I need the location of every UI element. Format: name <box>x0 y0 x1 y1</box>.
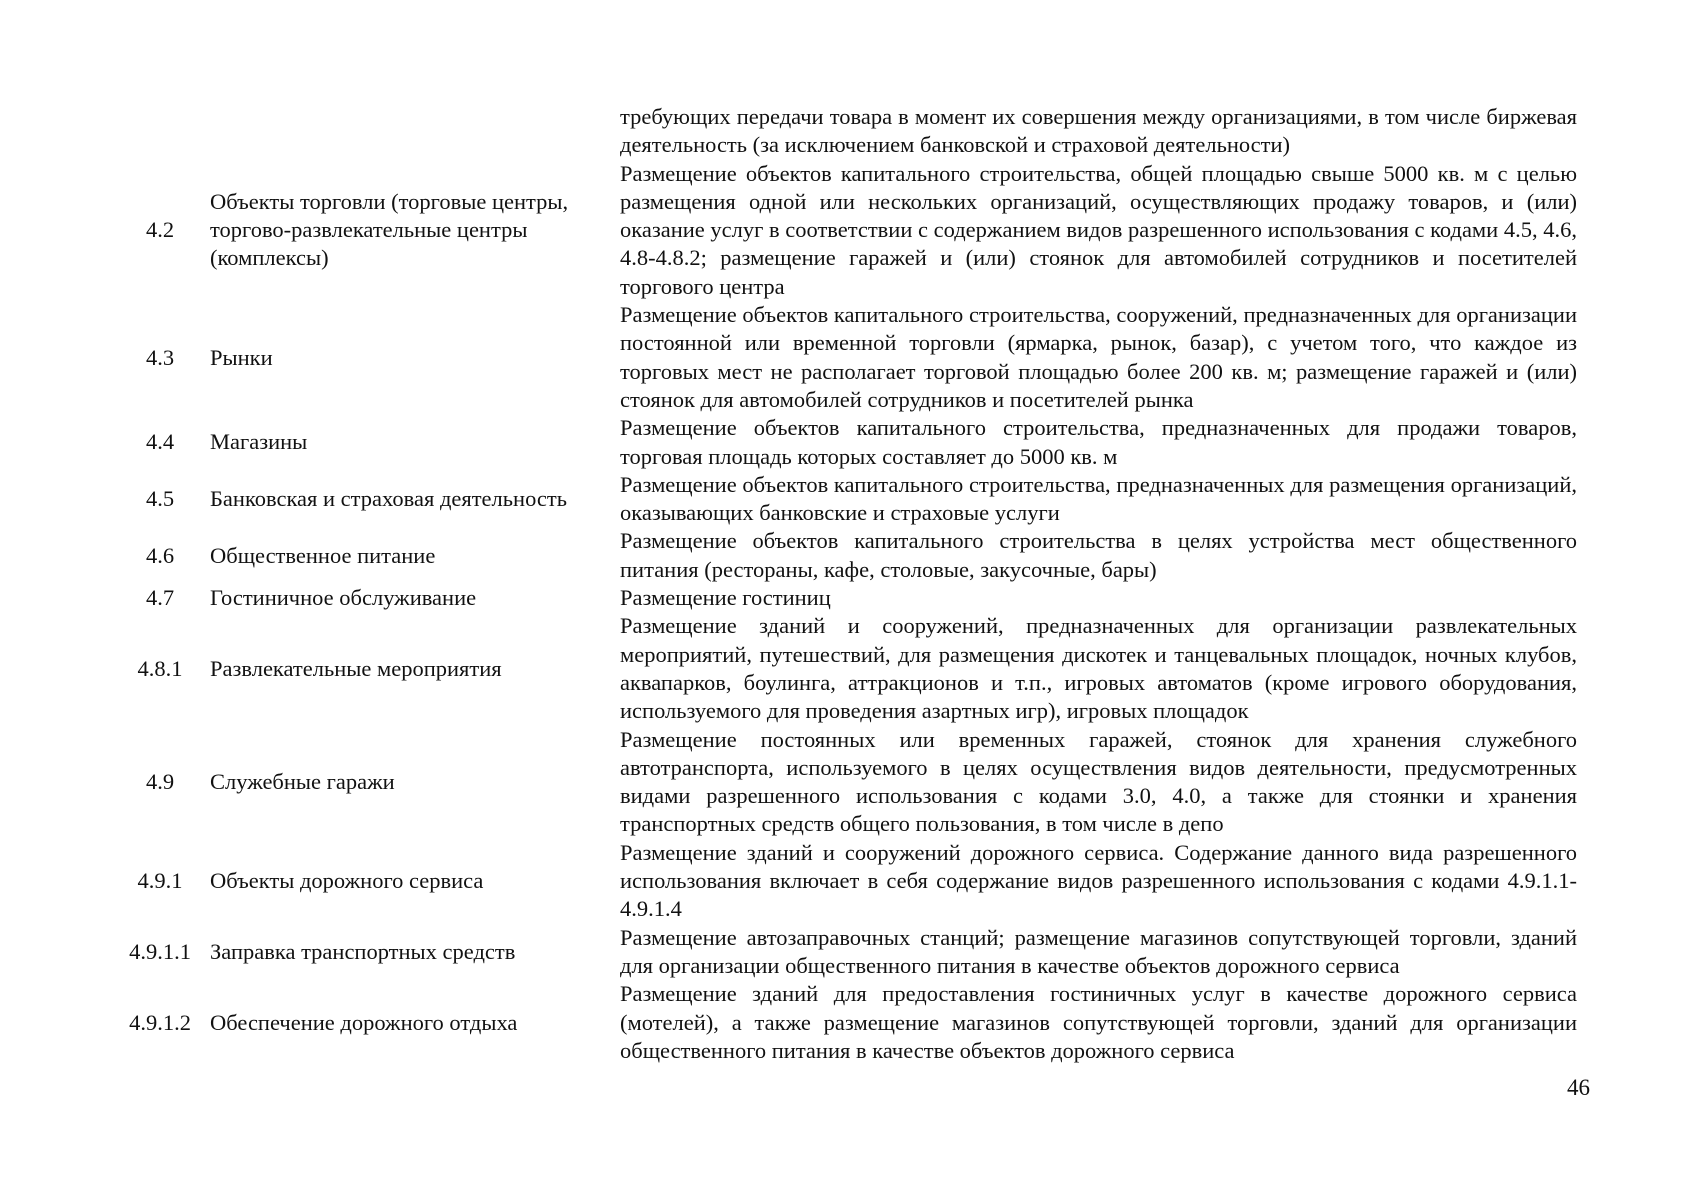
row-code: 4.2 <box>145 217 175 243</box>
table-row <box>110 527 1577 584</box>
row-code: 4.9.1.1 <box>129 938 191 964</box>
row-name: Объекты торговли (торговые центры, торгово-развлекательные центры (комплексы) <box>210 188 569 271</box>
row-code: 4.5 <box>145 486 175 511</box>
row-name: Заправка транспортных средств <box>210 938 516 964</box>
table-row <box>110 471 1577 528</box>
row-description: Размещение зданий и сооружений, предназначенных для организации развлекательных мероприятий, путешествий, для размещения дискотек и танцевальных площадок, ночных клубов, аквапарков, боулинга, аттракционов и т.п., игровых автоматов (кроме игрового оборудования, используемого для проведения азартных игр), игровых площадок <box>620 613 1577 724</box>
row-name <box>210 103 620 160</box>
table-row <box>110 103 1577 160</box>
row-code: 4.9.1.2 <box>129 1009 191 1035</box>
table-row <box>110 726 1577 839</box>
row-name: Банковская и страховая деятельность <box>210 486 567 511</box>
row-name: Объекты дорожного сервиса <box>210 868 484 894</box>
row-description: Размещение объектов капитального строительства в целях устройства мест общественного питания (рестораны, кафе, столовые, закусочные, бары) <box>620 528 1577 582</box>
row-name: Обеспечение дорожного отдыха <box>210 1009 518 1035</box>
row-name: Развлекательные мероприятия <box>210 655 502 681</box>
table-row <box>110 301 1577 414</box>
row-description: Размещение объектов капитального строительства, предназначенных для продажи товаров, торговая площадь которых составляет до 5000 кв. м <box>620 415 1577 469</box>
row-code: 4.3 <box>145 344 175 370</box>
row-name: Рынки <box>210 344 273 370</box>
row-code: 4.4 <box>145 429 175 455</box>
table-row <box>110 612 1577 725</box>
table-row <box>110 160 1577 301</box>
row-description: Размещение гостиниц <box>620 585 831 611</box>
row-description: Размещение зданий для предоставления гостиничных услуг в качестве дорожного сервиса (мотелей), а также размещение магазинов сопутствующей торговли, зданий для организации общественного питания в качестве объектов дорожного сервиса <box>620 981 1577 1063</box>
row-code: 4.6 <box>145 542 175 568</box>
row-description: требующих передачи товара в момент их совершения между организациями, в том числе биржевая деятельность (за исключением банковской и страховой деятельности) <box>620 104 1577 158</box>
table-body <box>110 103 1577 1065</box>
table-row <box>110 584 1577 612</box>
page-number: 46 <box>1567 1075 1590 1100</box>
table-row <box>110 980 1577 1065</box>
row-code: 4.9 <box>145 768 175 794</box>
row-code: 4.8.1 <box>137 655 183 681</box>
table-row <box>110 839 1577 924</box>
table-row <box>110 924 1577 981</box>
row-description: Размещение постоянных или временных гаражей, стоянок для хранения служебного автотранспорта, используемого в целях осуществления видов деятельности, предусмотренных видами разрешенного использования с кодами 3.0, 4.0, а также для стоянки и хранения транспортных средств общего пользования, в том числе в депо <box>620 726 1577 837</box>
row-code: 4.7 <box>145 585 175 611</box>
row-code <box>110 103 210 160</box>
table-row <box>110 414 1577 471</box>
row-description: Размещение объектов капитального строительства, предназначенных для размещения организаций, оказывающих банковские и страховые услуги <box>620 471 1577 526</box>
row-description: Размещение зданий и сооружений дорожного сервиса. Содержание данного вида разрешенного использования включает в себя содержание видов разрешенного использования с кодами 4.9.1.1-4.9.1.4 <box>620 839 1577 922</box>
row-code: 4.9.1 <box>137 868 183 894</box>
row-description: Размещение объектов капитального строительства, сооружений, предназначенных для организации постоянной или временной торговли (ярмарка, рынок, базар), с учетом того, что каждое из торговых мест не располагает торговой площадью более 200 кв. м; размещение гаражей и (или) стоянок для автомобилей сотрудников и посетителей рынка <box>620 302 1577 412</box>
row-name: Гостиничное обслуживание <box>210 585 477 611</box>
row-name: Общественное питание <box>210 542 436 568</box>
row-description: Размещение автозаправочных станций; размещение магазинов сопутствующей торговли, зданий для организации общественного питания в качестве объектов дорожного сервиса <box>620 924 1577 978</box>
row-description: Размещение объектов капитального строительства, общей площадью свыше 5000 кв. м с целью размещения одной или нескольких организаций, осуществляющих продажу товаров, и (или) оказание услуг в соответствии с содержанием видов разрешенного использования с кодами 4.5, 4.6, 4.8-4.8.2; размещение гаражей и (или) стоянок для автомобилей сотрудников и посетителей торгового центра <box>620 160 1577 299</box>
row-name: Магазины <box>210 429 308 455</box>
row-name: Служебные гаражи <box>210 768 395 794</box>
land-use-table <box>110 103 1577 1065</box>
